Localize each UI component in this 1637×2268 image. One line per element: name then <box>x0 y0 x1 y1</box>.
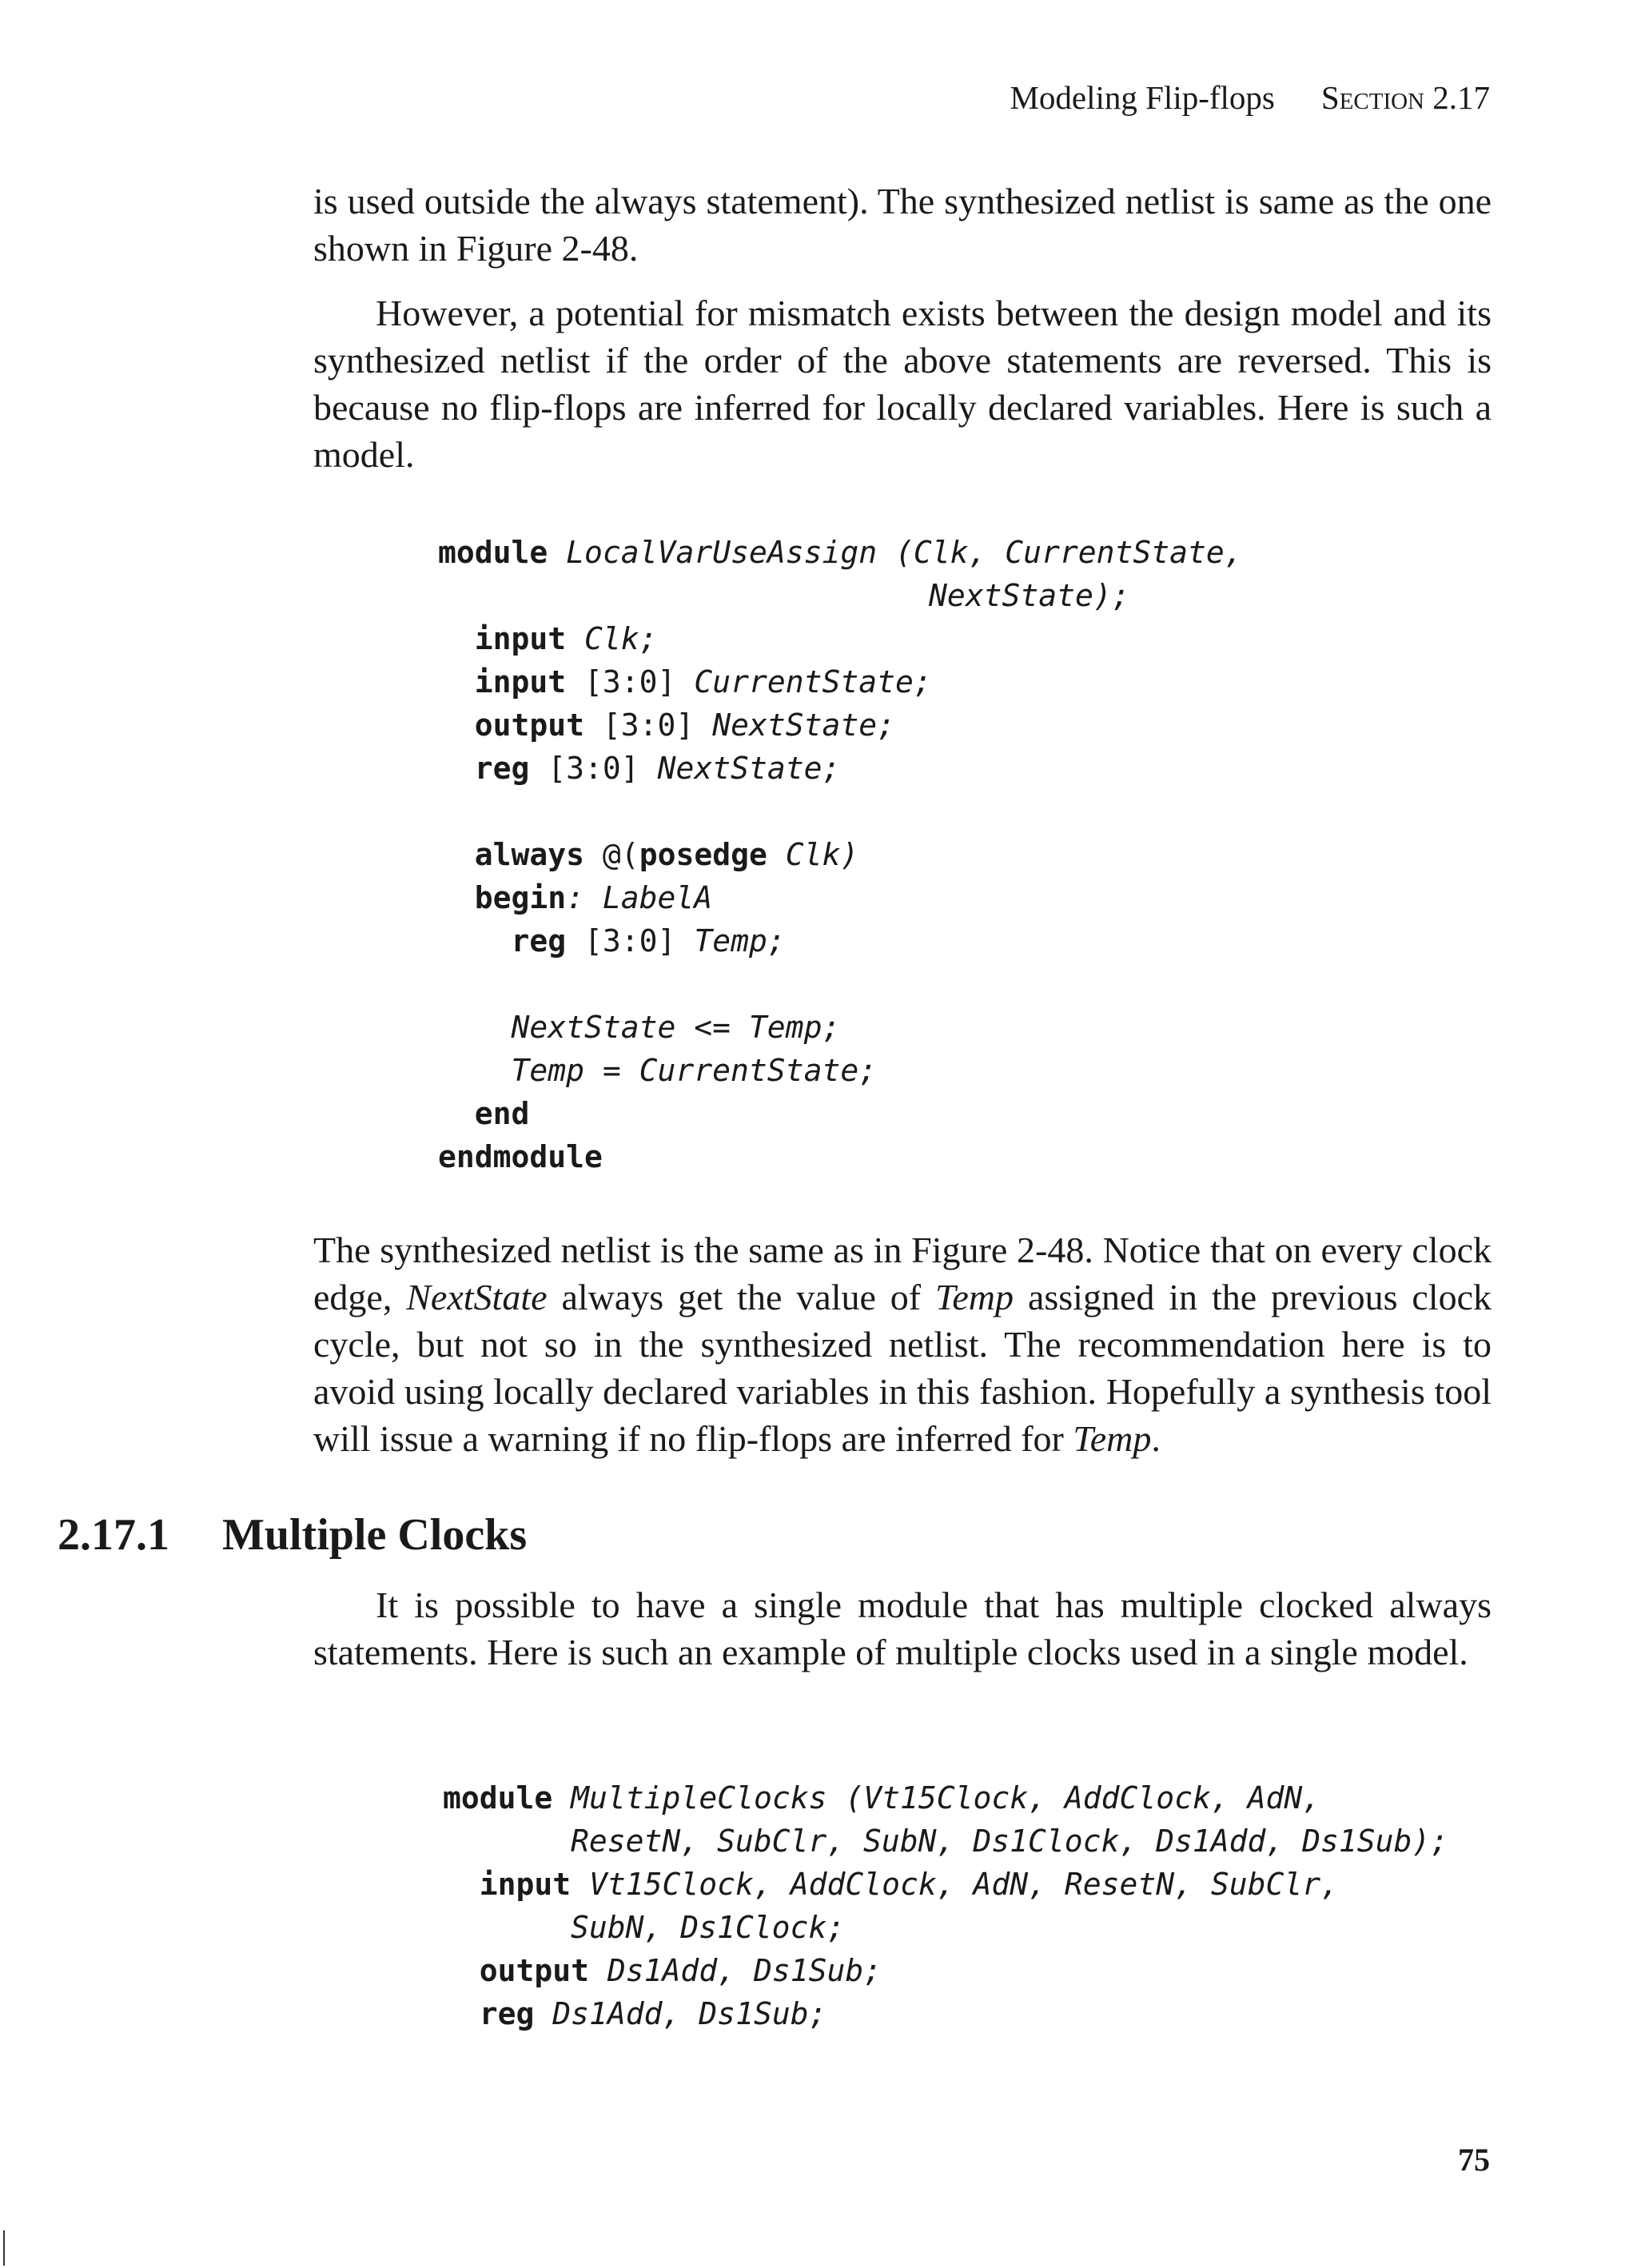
code-block-local-var <box>438 531 1243 1178</box>
text-run-italic: Temp <box>935 1277 1014 1317</box>
paragraph-mismatch: However, a potential for mismatch exists between the design model and its synthesized netlist if the order of the above statements are reversed. This is because no flip-flops are inferred for locally declared variables. Here is such a model. <box>313 293 1492 475</box>
section-title: Multiple Clocks <box>222 1510 528 1560</box>
code-text: NextState; <box>657 751 841 786</box>
code-text: [3:0] <box>566 664 695 700</box>
code-keyword: output <box>479 1953 590 1988</box>
code-block-multiple-clocks <box>443 1776 1448 2035</box>
code-text: Temp; <box>694 923 786 959</box>
text-run: always get the value of <box>547 1277 936 1317</box>
text-run: The synthesized netlist is the same as in Figure 2-48. Notice that on every clock edge, <box>313 1230 1492 1317</box>
code-statement: NextState <= Temp; <box>511 1010 841 1045</box>
code-keyword: reg <box>511 923 567 959</box>
code-text: (Vt15Clock, AddClock, AdN, <box>826 1780 1321 1816</box>
code-identifier: LocalVarUseAssign <box>566 535 878 570</box>
code-keyword: input <box>474 621 567 656</box>
paragraph-multiple-clocks: It is possible to have a single module that has multiple clocked always statements. Here is such an example of multiple clocks used in a single model. <box>313 1584 1492 1672</box>
code-keyword: reg <box>479 1996 535 2031</box>
code-text: Clk; <box>566 621 658 656</box>
code-text: @( <box>584 837 639 872</box>
code-keyword: begin <box>474 880 567 915</box>
code-keyword: always <box>474 837 585 872</box>
section-number: 2.17.1 <box>58 1510 169 1560</box>
section-reference: Section 2.17 <box>1320 79 1490 116</box>
code-keyword: end <box>474 1096 530 1131</box>
section-heading <box>58 1509 527 1560</box>
code-text: Ds1Add, Ds1Sub; <box>534 1996 827 2031</box>
code-keyword: posedge <box>639 837 767 872</box>
text-run-italic: NextState <box>406 1277 548 1317</box>
page-number: 75 <box>1458 2142 1490 2178</box>
code-text: [3:0] <box>566 923 695 959</box>
code-text: Vt15Clock, AddClock, AdN, ResetN, SubClr, <box>571 1867 1340 1902</box>
code-keyword: input <box>479 1867 572 1902</box>
paragraph-continuation: is used outside the always statement). The synthesized netlist is same as the one shown in Figure 2-48. <box>313 181 1492 269</box>
paragraph-synthesized-netlist <box>313 1226 1492 1462</box>
code-text: ResetN, SubClr, SubN, Ds1Clock, Ds1Add, Ds1Sub); <box>571 1824 1449 1859</box>
code-text: SubN, Ds1Clock; <box>571 1910 846 1945</box>
text-run: . <box>1151 1418 1161 1459</box>
code-text: [3:0] <box>529 751 658 786</box>
code-text: (Clk, CurrentState, <box>877 535 1243 570</box>
text-run: assigned in the previous clock cycle, but not so in the synthesized netlist. The recommendation here is to avoid using locally declared variables in this fashion. Hopefully a synthesis tool will issue a warning if no flip-flops are inferred for <box>313 1277 1492 1459</box>
code-keyword: input <box>474 664 567 700</box>
code-text: NextState); <box>929 578 1130 613</box>
code-text: Clk) <box>767 837 859 872</box>
code-keyword: module <box>443 1780 553 1816</box>
running-header <box>1010 78 1490 117</box>
code-text: : LabelA <box>566 880 713 915</box>
scan-edge-mark <box>3 2230 5 2266</box>
code-keyword: module <box>438 535 548 570</box>
code-text: Ds1Add, Ds1Sub; <box>589 1953 882 1988</box>
chapter-title: Modeling Flip-flops <box>1010 79 1275 116</box>
code-text: [3:0] <box>584 708 713 743</box>
code-statement: Temp = CurrentState; <box>511 1053 878 1088</box>
text-run-italic: Temp <box>1073 1418 1152 1459</box>
code-text: NextState; <box>712 708 895 743</box>
code-text: CurrentState; <box>694 664 932 700</box>
code-identifier: MultipleClocks <box>571 1780 827 1816</box>
code-keyword: reg <box>474 751 530 786</box>
code-keyword: output <box>474 708 585 743</box>
code-keyword: endmodule <box>438 1139 603 1174</box>
